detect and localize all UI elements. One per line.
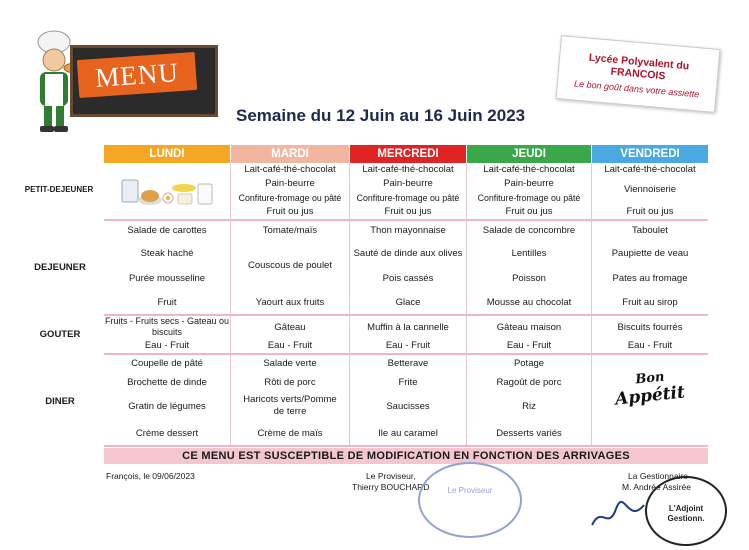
proviseur-name: Thierry BOUCHARD [352, 482, 430, 492]
menu-item: Riz [522, 401, 536, 412]
menu-item: Fruit ou jus [384, 206, 432, 217]
menu-item: Paupiette de veau [611, 248, 689, 259]
menu-item: Fruit [157, 297, 177, 308]
menu-item: Eau - Fruit [627, 340, 673, 351]
row-label-dejeuner: DEJEUNER [34, 262, 86, 273]
menu-item: Purée mousseline [128, 273, 206, 284]
breakfast-illustration [118, 170, 218, 210]
menu-item: Eau - Fruit [506, 340, 552, 351]
menu-item: Steak haché [140, 248, 194, 259]
stamp-text: Le Proviseur [447, 486, 493, 495]
menu-item: Salade de carottes [127, 225, 207, 236]
signature [588, 495, 648, 535]
row-divider [104, 445, 708, 447]
gestionnaire-title: La Gestionnaire [628, 471, 689, 481]
menu-item: Tomate/maïs [262, 225, 318, 236]
row-label-diner: DINER [45, 396, 75, 407]
gestionnaire-name: M. Andrée Assirée [622, 482, 691, 492]
menu-item: Eau - Fruit [144, 340, 190, 351]
school-card [556, 35, 721, 113]
menu-item: Yaourt aux fruits [255, 297, 325, 308]
menu-item: Ragoût de porc [496, 377, 562, 388]
menu-item: Fruit ou jus [505, 206, 553, 217]
menu-item: Salade de concombre [482, 225, 576, 236]
menu-item: Glace [395, 297, 421, 308]
menu-item: Fruit ou jus [266, 206, 314, 217]
menu-item: Fruit ou jus [626, 206, 674, 217]
menu-item: Pain-beurre [504, 178, 554, 189]
stamp-text: L'Adjoint Gestionn. [667, 504, 705, 523]
menu-item: Thon mayonnaise [370, 225, 446, 236]
menu-item: Sauté de dinde aux olives [353, 248, 463, 259]
menu-item: Crème dessert [135, 428, 199, 439]
menu-item: Pain-beurre [383, 178, 433, 189]
day-header-lundi: LUNDI [104, 145, 230, 163]
menu-item: Potage [513, 358, 545, 369]
menu-item: Biscuits fourrés [617, 322, 683, 333]
warning-banner: CE MENU EST SUSCEPTIBLE DE MODIFICATION EN FONCTION DES ARRIVAGES [104, 448, 708, 464]
proviseur-title: Le Proviseur, [366, 471, 416, 481]
menu-item: Frite [398, 377, 418, 388]
school-name: Lycée Polyvalent du FRANCOIS [588, 51, 690, 83]
menu-item: Eau - Fruit [385, 340, 431, 351]
menu-item: Mousse au chocolat [486, 297, 572, 308]
menu-item: Confiture-fromage ou pâté [356, 193, 460, 203]
bon-appetit-lettering: Bon Appétit [614, 369, 686, 410]
menu-item: Eau - Fruit [267, 340, 313, 351]
menu-item: Pois cassés [382, 273, 434, 284]
day-header-mercredi: MERCREDI [350, 145, 466, 163]
menu-item: Gâteau maison [496, 322, 562, 333]
school-slogan: Le bon goût dans votre assiette [573, 78, 700, 100]
day-header-vendredi: VENDREDI [592, 145, 708, 163]
menu-item: Rôti de porc [264, 377, 316, 388]
menu-item: Pates au fromage [612, 273, 688, 284]
menu-item: Desserts variés [496, 428, 562, 439]
proviseur-stamp [418, 462, 522, 538]
menu-item: Pain-beurre [265, 178, 315, 189]
menu-item: Fruit au sirop [622, 297, 678, 308]
menu-item: Coupelle de pâté [131, 358, 203, 369]
day-header-mardi: MARDI [231, 145, 349, 163]
menu-item: Couscous de poulet [248, 260, 332, 271]
menu-item: Lait-café-thé-chocolat [244, 164, 336, 175]
menu-item: Gratin de légumes [128, 401, 206, 412]
week-title: Semaine du 12 Juin au 16 Juin 2023 [236, 106, 526, 125]
gestionnaire-stamp [645, 476, 727, 546]
menu-item: Muffin à la cannelle [367, 322, 449, 333]
menu-item: Gâteau [274, 322, 306, 333]
row-label-gouter: GOUTER [39, 329, 81, 340]
menu-item: Poisson [512, 273, 546, 284]
menu-item: Haricots verts/Pomme de terre [243, 394, 337, 417]
menu-banner: MENU [77, 52, 197, 98]
menu-item: Fruits - Fruits secs - Gateau ou biscuits [104, 316, 230, 337]
menu-item: Betterave [387, 358, 429, 369]
menu-item: Salade verte [263, 358, 317, 369]
menu-item: Viennoiserie [623, 184, 677, 195]
date-line: François, le 09/06/2023 [106, 471, 195, 481]
menu-item: Ile au caramel [378, 428, 438, 439]
row-label-petit-dejeuner: PETIT-DEJEUNER [24, 185, 94, 194]
menu-item: Lait-café-thé-chocolat [483, 164, 575, 175]
menu-item: Saucisses [386, 401, 430, 412]
menu-item: Lait-café-thé-chocolat [604, 164, 696, 175]
menu-item: Confiture-fromage ou pâté [477, 193, 581, 203]
menu-item: Brochette de dinde [127, 377, 207, 388]
menu-item: Crème de maïs [257, 428, 323, 439]
menu-item: Confiture-fromage ou pâté [238, 193, 342, 203]
row-divider [104, 353, 708, 355]
menu-item: Taboulet [632, 225, 668, 236]
row-divider [104, 219, 708, 221]
day-header-jeudi: JEUDI [467, 145, 591, 163]
menu-item: Lentilles [511, 248, 547, 259]
menu-item: Lait-café-thé-chocolat [362, 164, 454, 175]
